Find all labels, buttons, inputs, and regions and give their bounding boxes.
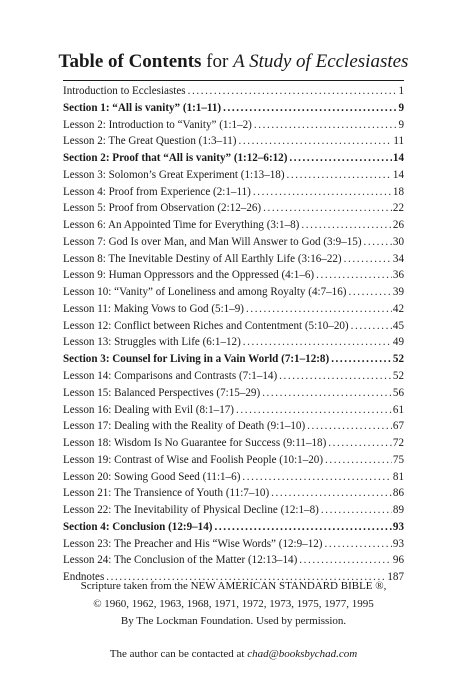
toc-entry[interactable] bbox=[63, 217, 404, 234]
toc-dot-leader bbox=[331, 351, 392, 368]
toc-dot-leader bbox=[253, 184, 392, 201]
toc-entry-label: Lesson 19: Contrast of Wise and Foolish People (10:1–20) bbox=[63, 453, 324, 466]
toc-entry-page: 42 bbox=[392, 302, 404, 315]
toc-entry-page: 56 bbox=[392, 386, 404, 399]
toc-entry-page: 49 bbox=[392, 336, 404, 349]
toc-entry-label: Section 1: “All is vanity” (1:1–11) bbox=[63, 101, 222, 114]
toc-entry-label: Endnotes bbox=[63, 571, 105, 584]
toc-entry-page: 89 bbox=[392, 504, 404, 517]
toc-dot-leader bbox=[271, 485, 392, 502]
toc-entry-label: Lesson 18: Wisdom Is No Guarantee for Success (9:11–18) bbox=[63, 437, 327, 450]
toc-entry-label: Lesson 7: God Is over Man, and Man Will Answer to God (3:9–15) bbox=[63, 235, 362, 248]
toc-section-entry[interactable] bbox=[63, 351, 404, 368]
toc-entry[interactable] bbox=[63, 485, 404, 502]
toc-entry[interactable] bbox=[63, 133, 404, 150]
toc-dot-leader bbox=[316, 267, 392, 284]
toc-entry-page: 86 bbox=[392, 487, 404, 500]
toc-dot-leader bbox=[188, 83, 398, 100]
toc-entry-label: Lesson 2: Introduction to “Vanity” (1:1–2) bbox=[63, 118, 252, 131]
toc-section-entry[interactable] bbox=[63, 150, 404, 167]
toc-entry[interactable] bbox=[63, 301, 404, 318]
toc-entry[interactable] bbox=[63, 167, 404, 184]
toc-entry-page: 11 bbox=[393, 135, 404, 148]
toc-entry-page: 67 bbox=[392, 420, 404, 433]
toc-entry-page: 75 bbox=[392, 453, 404, 466]
toc-entry[interactable] bbox=[63, 435, 404, 452]
toc-entry-label: Lesson 12: Conflict between Riches and Contentment (5:10–20) bbox=[63, 319, 349, 332]
copyright-line-3: By The Lockman Foundation. Used by permission. bbox=[120, 615, 347, 627]
toc-dot-leader bbox=[321, 502, 392, 519]
toc-dot-leader bbox=[262, 385, 392, 402]
toc-dot-leader bbox=[325, 536, 392, 553]
toc-entry[interactable] bbox=[63, 452, 404, 469]
toc-entry-page: 1 bbox=[398, 85, 404, 97]
toc-section-entry[interactable] bbox=[63, 100, 404, 117]
toc-entry-page: 187 bbox=[387, 571, 404, 584]
toc-entry-page: 14 bbox=[392, 152, 404, 165]
toc-entry[interactable] bbox=[63, 117, 404, 134]
toc-entry[interactable] bbox=[63, 200, 404, 217]
toc-entry-label: Lesson 21: The Transience of Youth (11:7–10) bbox=[63, 487, 270, 500]
toc-dot-leader bbox=[351, 318, 392, 335]
top-rule bbox=[63, 80, 404, 81]
contact-text: The author can be contacted at bbox=[109, 648, 248, 660]
toc-entry[interactable] bbox=[63, 402, 404, 419]
toc-entry-page: 22 bbox=[392, 202, 404, 215]
toc-dot-leader bbox=[242, 469, 392, 486]
title-bold: Table of Contents bbox=[58, 51, 202, 72]
title-italic: A Study of Ecclesiastes bbox=[233, 51, 409, 72]
toc-entry-label: Lesson 17: Dealing with the Reality of Death (9:1–10) bbox=[63, 420, 306, 433]
toc-entry-label: Lesson 5: Proof from Observation (2:12–26) bbox=[63, 202, 262, 215]
toc-entry-page: 14 bbox=[392, 168, 404, 181]
toc-dot-leader bbox=[263, 200, 392, 217]
toc-entry-page: 9 bbox=[398, 101, 404, 114]
toc-entry-label: Section 4: Conclusion (12:9–14) bbox=[63, 520, 213, 533]
toc-dot-leader bbox=[289, 150, 391, 167]
title-connector: for bbox=[201, 51, 234, 72]
toc-dot-leader bbox=[254, 117, 398, 134]
toc-entry[interactable] bbox=[63, 536, 404, 553]
toc-entry-label: Lesson 6: An Appointed Time for Everything (3:1–8) bbox=[63, 219, 300, 232]
toc-entry-page: 39 bbox=[392, 286, 404, 299]
toc-entry-page: 93 bbox=[392, 520, 404, 533]
toc-entry[interactable] bbox=[63, 469, 404, 486]
toc-dot-leader bbox=[223, 100, 397, 117]
toc-list bbox=[63, 83, 404, 586]
toc-entry-label: Lesson 22: The Inevitability of Physical Decline (12:1–8) bbox=[63, 504, 319, 517]
toc-entry[interactable] bbox=[63, 83, 404, 100]
toc-entry[interactable] bbox=[63, 267, 404, 284]
toc-dot-leader bbox=[364, 234, 392, 251]
toc-entry-page: 72 bbox=[392, 437, 404, 450]
toc-entry-label: Section 3: Counsel for Living in a Vain World (7:1–12:8) bbox=[63, 353, 330, 366]
toc-entry-page: 81 bbox=[392, 470, 404, 483]
toc-dot-leader bbox=[236, 402, 392, 419]
toc-entry-page: 26 bbox=[392, 219, 404, 232]
toc-entry-label: Lesson 14: Comparisons and Contrasts (7:1–14) bbox=[63, 370, 278, 383]
toc-entry-page: 96 bbox=[392, 554, 404, 567]
toc-entry-label: Lesson 20: Sowing Good Seed (11:1–6) bbox=[63, 470, 241, 483]
toc-entry-page: 52 bbox=[392, 353, 404, 366]
toc-entry-page: 30 bbox=[392, 235, 404, 248]
toc-dot-leader bbox=[307, 418, 392, 435]
toc-entry-label: Lesson 11: Making Vows to God (5:1–9) bbox=[63, 302, 244, 315]
contact-email[interactable]: chad@booksbychad.com bbox=[247, 648, 358, 660]
toc-entry-page: 93 bbox=[392, 537, 404, 550]
toc-section-entry[interactable] bbox=[63, 519, 404, 536]
toc-entry[interactable] bbox=[63, 234, 404, 251]
copyright-line-2: © 1960, 1962, 1963, 1968, 1971, 1972, 1973, 1975, 1977, 1995 bbox=[93, 597, 374, 610]
toc-dot-leader bbox=[328, 435, 392, 452]
toc-entry-label: Introduction to Ecclesiastes bbox=[63, 85, 186, 97]
page-title bbox=[0, 50, 467, 74]
toc-dot-leader bbox=[279, 368, 392, 385]
toc-dot-leader bbox=[243, 334, 392, 351]
toc-dot-leader bbox=[287, 167, 392, 184]
toc-entry-label: Lesson 23: The Preacher and His “Wise Words” (12:9–12) bbox=[63, 537, 323, 550]
toc-entry[interactable] bbox=[63, 251, 404, 268]
toc-entry[interactable] bbox=[63, 385, 404, 402]
toc-entry-label: Lesson 4: Proof from Experience (2:1–11) bbox=[63, 185, 251, 198]
toc-entry-label: Lesson 24: The Conclusion of the Matter (12:13–14) bbox=[63, 554, 298, 567]
toc-entry-label: Lesson 13: Struggles with Life (6:1–12) bbox=[63, 336, 241, 349]
toc-entry[interactable] bbox=[63, 418, 404, 435]
toc-dot-leader bbox=[325, 452, 392, 469]
toc-entry-page: 36 bbox=[392, 269, 404, 282]
contact-line bbox=[0, 646, 467, 662]
toc-entry[interactable] bbox=[63, 184, 404, 201]
toc-entry[interactable] bbox=[63, 334, 404, 351]
toc-dot-leader bbox=[301, 217, 392, 234]
toc-entry[interactable] bbox=[63, 318, 404, 335]
toc-entry[interactable] bbox=[63, 368, 404, 385]
toc-entry[interactable] bbox=[63, 552, 404, 569]
toc-entry-label: Section 2: Proof that “All is vanity” (1:12–6:12) bbox=[63, 152, 288, 165]
toc-entry-label: Lesson 2: The Great Question (1:3–11) bbox=[63, 135, 237, 148]
toc-dot-leader bbox=[344, 251, 392, 268]
toc-entry-page: 9 bbox=[398, 118, 404, 131]
toc-dot-leader bbox=[214, 519, 391, 536]
toc-entry-page: 45 bbox=[392, 319, 404, 332]
toc-dot-leader bbox=[299, 552, 392, 569]
toc-entry[interactable] bbox=[63, 502, 404, 519]
toc-dot-leader bbox=[348, 284, 391, 301]
toc-entry-label: Lesson 3: Solomon’s Great Experiment (1:13–18) bbox=[63, 168, 285, 181]
toc-dot-leader bbox=[238, 133, 392, 150]
toc-entry-label: Lesson 16: Dealing with Evil (8:1–17) bbox=[63, 403, 235, 416]
toc-entry-page: 18 bbox=[392, 185, 404, 198]
copyright-notice bbox=[0, 578, 467, 631]
toc-entry-label: Lesson 9: Human Oppressors and the Oppressed (4:1–6) bbox=[63, 269, 315, 282]
toc-entry-page: 61 bbox=[392, 403, 404, 416]
toc-entry[interactable] bbox=[63, 284, 404, 301]
toc-entry-page: 34 bbox=[392, 252, 404, 265]
copyright-line-1: Scripture taken from the NEW AMERICAN STANDARD BIBLE ®, bbox=[80, 580, 387, 592]
toc-entry-page: 52 bbox=[392, 370, 404, 383]
toc-entry-label: Lesson 10: “Vanity” of Loneliness and among Royalty (4:7–16) bbox=[63, 286, 347, 299]
toc-entry-label: Lesson 8: The Inevitable Destiny of All Earthly Life (3:16–22) bbox=[63, 252, 342, 265]
toc-entry-label: Lesson 15: Balanced Perspectives (7:15–29) bbox=[63, 386, 261, 399]
toc-dot-leader bbox=[246, 301, 392, 318]
